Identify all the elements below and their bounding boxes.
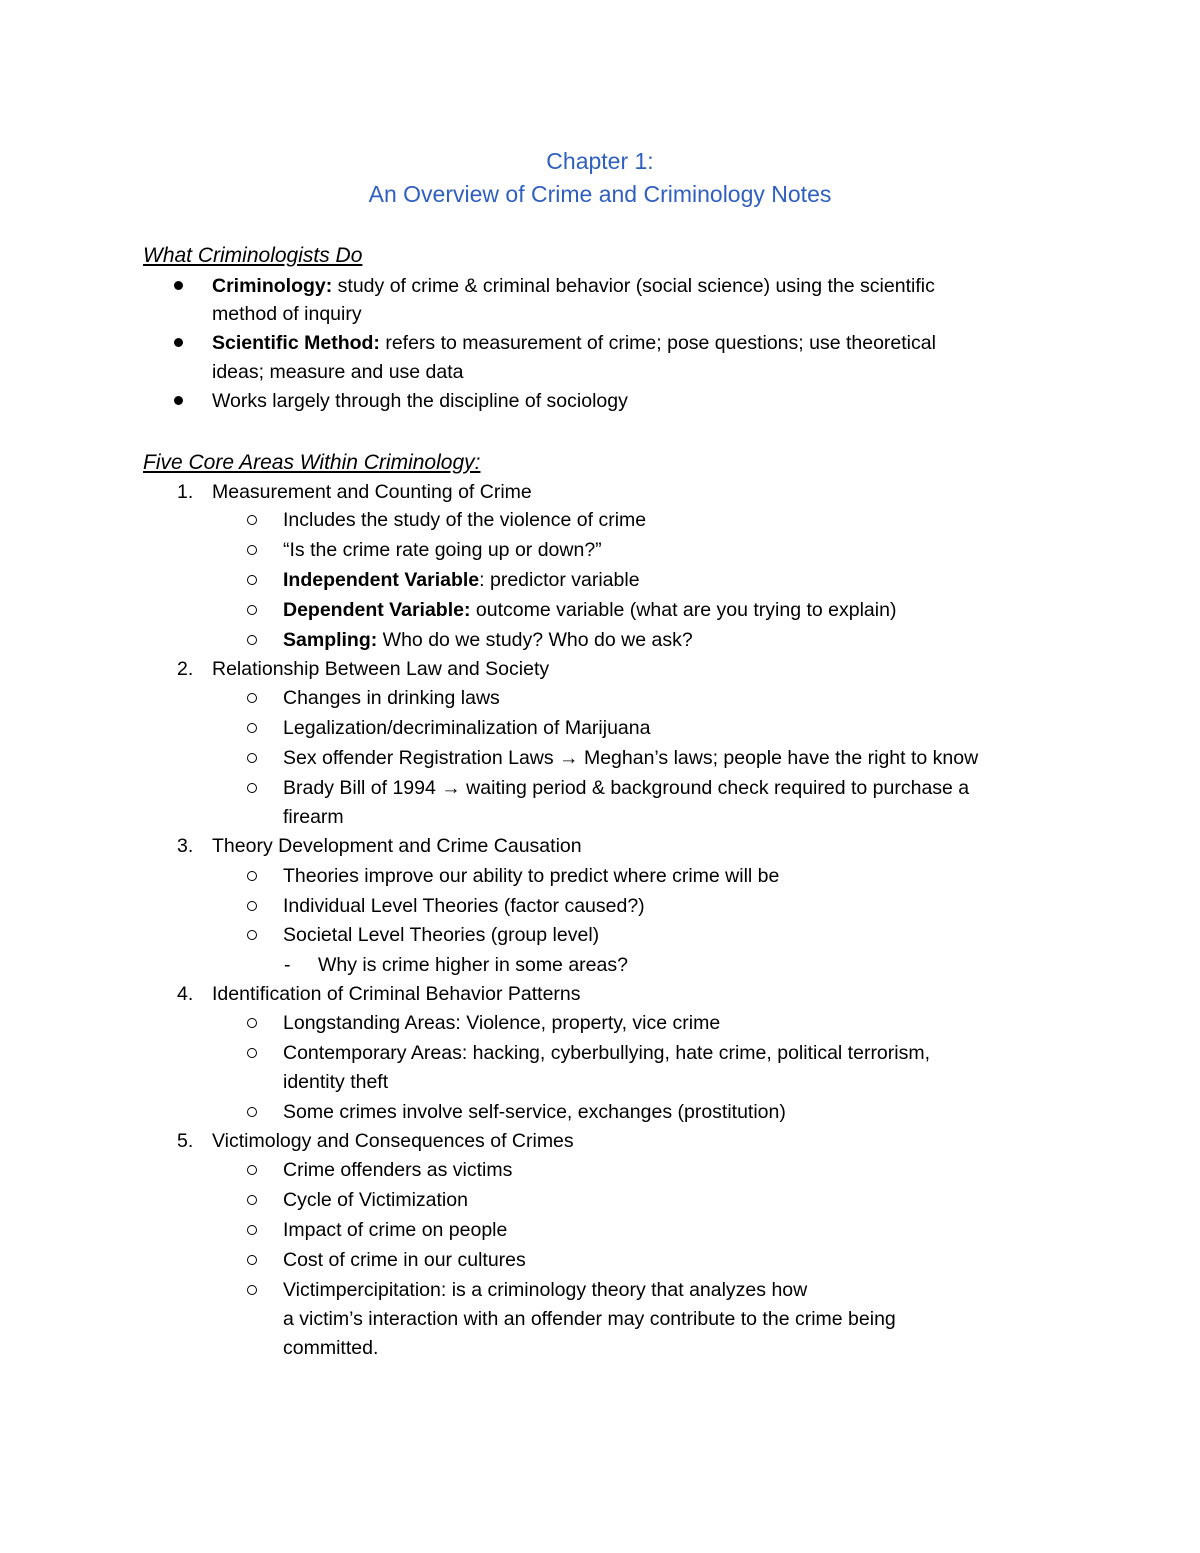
circle-bullet-icon	[247, 901, 257, 911]
sub-sub-item: Why is crime higher in some areas?	[318, 954, 628, 976]
sub-item-text: Meghan’s laws; people have the right to know	[578, 747, 979, 769]
circle-bullet-icon	[247, 693, 257, 703]
term-label: Criminology:	[212, 275, 333, 297]
circle-bullet-icon	[247, 753, 257, 763]
list-number: 1.	[177, 481, 194, 503]
sub-item-continuation: firearm	[283, 806, 344, 828]
area-label: Relationship Between Law and Society	[212, 658, 550, 680]
term-definition: refers to measurement of crime; pose questions; use theoretical	[379, 332, 936, 354]
sub-item: Individual Level Theories (factor caused?)	[283, 895, 645, 917]
sub-item: Crime offenders as victims	[283, 1159, 513, 1181]
sub-item-text: Sex offender Registration Laws	[283, 747, 560, 769]
term-label: Dependent Variable:	[283, 599, 471, 621]
term-definition: study of crime & criminal behavior (social science) using the scientific	[332, 275, 935, 297]
sub-item: “Is the crime rate going up or down?”	[283, 539, 602, 561]
term-label: Scientific Method:	[212, 332, 380, 354]
circle-bullet-icon	[247, 635, 257, 645]
circle-bullet-icon	[247, 545, 257, 555]
circle-bullet-icon	[247, 1018, 257, 1028]
circle-bullet-icon	[247, 1048, 257, 1058]
circle-bullet-icon	[247, 1195, 257, 1205]
list-item	[212, 329, 936, 357]
sub-item	[283, 774, 969, 802]
arrow-right-icon: →	[441, 777, 461, 799]
sub-item: Victimpercipitation: is a criminology theory that analyzes how	[283, 1279, 808, 1301]
sub-item	[283, 566, 640, 594]
sub-item: Cycle of Victimization	[283, 1189, 468, 1211]
sub-item-text: Brady Bill of 1994	[283, 777, 442, 799]
bullet-icon	[174, 281, 183, 290]
term-label: Independent Variable	[283, 569, 480, 591]
area-label: Victimology and Consequences of Crimes	[212, 1130, 574, 1152]
area-label: Theory Development and Crime Causation	[212, 835, 582, 857]
circle-bullet-icon	[247, 575, 257, 585]
sub-item: Theories improve our ability to predict where crime will be	[283, 865, 780, 887]
circle-bullet-icon	[247, 1107, 257, 1117]
list-number: 5.	[177, 1130, 194, 1152]
term-definition: outcome variable (what are you trying to explain)	[470, 599, 897, 621]
term-definition: : predictor variable	[479, 569, 640, 591]
list-number: 3.	[177, 835, 194, 857]
circle-bullet-icon	[247, 871, 257, 881]
list-item: Works largely through the discipline of sociology	[212, 390, 628, 412]
sub-item: Changes in drinking laws	[283, 687, 500, 709]
list-item-continuation: ideas; measure and use data	[212, 361, 464, 383]
circle-bullet-icon	[247, 1285, 257, 1295]
circle-bullet-icon	[247, 930, 257, 940]
section-heading-five-core-areas: Five Core Areas Within Criminology:	[143, 451, 481, 474]
area-label: Measurement and Counting of Crime	[212, 481, 532, 503]
sub-item	[283, 626, 693, 654]
circle-bullet-icon	[247, 723, 257, 733]
bullet-icon	[174, 338, 183, 347]
sub-item	[283, 596, 896, 624]
list-item-continuation: method of inquiry	[212, 303, 362, 325]
term-label: Sampling:	[283, 629, 378, 651]
sub-item: Some crimes involve self-service, exchanges (prostitution)	[283, 1101, 786, 1123]
area-label: Identification of Criminal Behavior Patterns	[212, 983, 581, 1005]
list-item	[212, 272, 935, 300]
sub-item: Impact of crime on people	[283, 1219, 508, 1241]
list-number: 2.	[177, 658, 194, 680]
sub-item: Societal Level Theories (group level)	[283, 924, 600, 946]
circle-bullet-icon	[247, 1165, 257, 1175]
circle-bullet-icon	[247, 1225, 257, 1235]
sub-item-continuation: identity theft	[283, 1071, 389, 1093]
chapter-title: Chapter 1:	[546, 148, 654, 174]
term-definition: Who do we study? Who do we ask?	[377, 629, 693, 651]
document-title: An Overview of Crime and Criminology Notes	[368, 181, 832, 207]
circle-bullet-icon	[247, 515, 257, 525]
sub-item-text: waiting period & background check required to purchase a	[460, 777, 970, 799]
list-number: 4.	[177, 983, 194, 1005]
dash-bullet: -	[284, 954, 291, 976]
arrow-right-icon: →	[559, 747, 579, 769]
section-heading-what-criminologists-do: What Criminologists Do	[143, 244, 363, 267]
sub-item: Contemporary Areas: hacking, cyberbullying, hate crime, political terrorism,	[283, 1042, 931, 1064]
circle-bullet-icon	[247, 605, 257, 615]
sub-item: Longstanding Areas: Violence, property, vice crime	[283, 1012, 721, 1034]
sub-item-continuation: a victim’s interaction with an offender may contribute to the crime being	[283, 1308, 896, 1330]
circle-bullet-icon	[247, 783, 257, 793]
sub-item-continuation: committed.	[283, 1337, 379, 1359]
sub-item: Legalization/decriminalization of Marijuana	[283, 717, 651, 739]
sub-item	[283, 744, 978, 772]
circle-bullet-icon	[247, 1255, 257, 1265]
bullet-icon	[174, 396, 183, 405]
sub-item: Cost of crime in our cultures	[283, 1249, 526, 1271]
sub-item: Includes the study of the violence of crime	[283, 509, 647, 531]
